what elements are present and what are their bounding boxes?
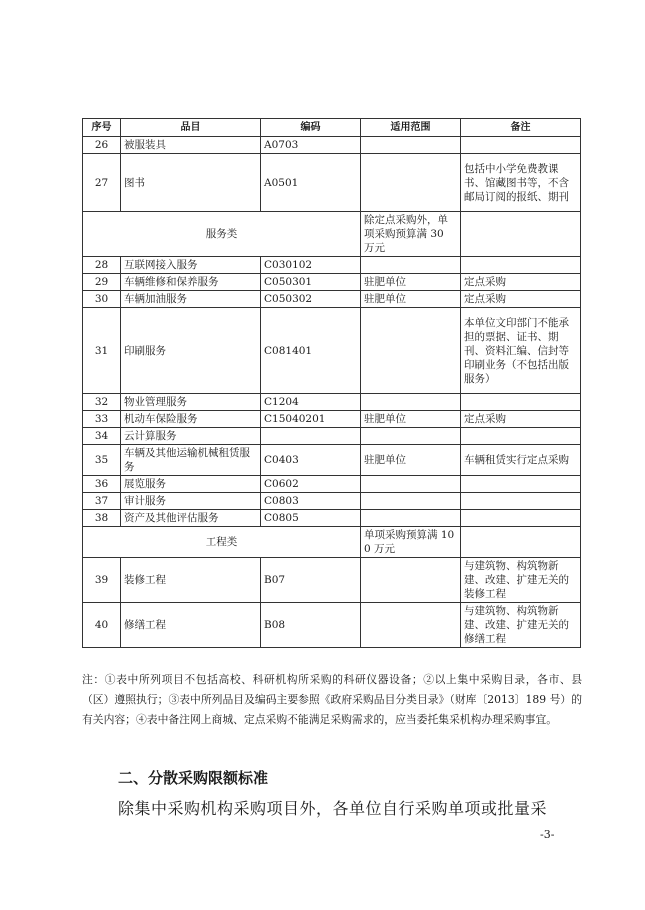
cell-code: B08 [261,603,361,648]
cell-no: 40 [83,603,121,648]
header-no: 序号 [83,119,121,137]
cell-item: 资产及其他评估服务 [121,510,261,527]
cell-remark [461,476,581,493]
table-row [83,558,581,603]
cell-no: 30 [83,291,121,308]
cell-scope: 驻肥单位 [361,411,461,428]
table-row [83,476,581,493]
header-remark: 备注 [461,119,581,137]
cell-code: C050302 [261,291,361,308]
cell-item: 审计服务 [121,493,261,510]
cell-remark [461,394,581,411]
cell-code: C030102 [261,257,361,274]
page-number: -3- [540,828,555,841]
cell-remark [461,257,581,274]
cell-remark [461,510,581,527]
table-row [83,257,581,274]
table-row [83,445,581,476]
cell-no: 32 [83,394,121,411]
cell-no: 37 [83,493,121,510]
cell-remark [461,428,581,445]
cell-no: 36 [83,476,121,493]
cell-scope [361,394,461,411]
cell-remark: 定点采购 [461,291,581,308]
cell-no: 34 [83,428,121,445]
table-row [83,603,581,648]
cell-remark: 本单位文印部门不能承担的票据、证书、期刊、资料汇编、信封等印刷业务（不包括出版服务） [461,308,581,394]
group-scope: 单项采购预算满 100 万元 [361,527,461,558]
section-title: 二、分散采购限额标准 [118,769,269,787]
cell-code: C0602 [261,476,361,493]
table-row [83,411,581,428]
cell-item: 车辆及其他运输机械租赁服务 [121,445,261,476]
cell-no: 27 [83,154,121,212]
table-header-row [83,119,581,137]
table-group-row [83,527,581,558]
group-scope: 除定点采购外，单项采购预算满 30 万元 [361,212,461,257]
cell-scope [361,476,461,493]
cell-scope [361,603,461,648]
cell-code: C15040201 [261,411,361,428]
cell-item: 机动车保险服务 [121,411,261,428]
cell-code: C081401 [261,308,361,394]
table-row [83,137,581,154]
table-body [83,137,581,648]
cell-remark: 车辆租赁实行定点采购 [461,445,581,476]
cell-scope: 驻肥单位 [361,445,461,476]
cell-scope [361,137,461,154]
table-group-row [83,212,581,257]
cell-code: C0403 [261,445,361,476]
cell-scope [361,493,461,510]
table-note: 注：①表中所列项目不包括高校、科研机构所采购的科研仪器设备；②以上集中采购目录，各市、县（区）遵照执行；③表中所列品目及编码主要参照《政府采购品目分类目录》（财库〔2013〕189 号）的有关内容；④表中备注网上商城、定点采购不能满足采购需求的，应当委托集采机构办理采购事宜。 [82,673,582,726]
cell-code: C0805 [261,510,361,527]
cell-scope: 驻肥单位 [361,274,461,291]
cell-item: 图书 [121,154,261,212]
group-remark [461,212,581,257]
cell-no: 38 [83,510,121,527]
cell-item: 印刷服务 [121,308,261,394]
table-row [83,510,581,527]
cell-remark: 与建筑物、构筑物新建、改建、扩建无关的装修工程 [461,558,581,603]
cell-code: A0501 [261,154,361,212]
cell-code: C1204 [261,394,361,411]
cell-item: 展览服务 [121,476,261,493]
cell-scope [361,308,461,394]
cell-code: B07 [261,558,361,603]
table-row [83,274,581,291]
cell-scope [361,558,461,603]
cell-code [261,428,361,445]
group-name: 服务类 [83,212,361,257]
cell-scope [361,428,461,445]
cell-item: 车辆维修和保养服务 [121,274,261,291]
cell-code: A0703 [261,137,361,154]
cell-no: 26 [83,137,121,154]
cell-remark: 与建筑物、构筑物新建、改建、扩建无关的修缮工程 [461,603,581,648]
cell-item: 车辆加油服务 [121,291,261,308]
cell-scope [361,510,461,527]
cell-scope: 驻肥单位 [361,291,461,308]
cell-no: 35 [83,445,121,476]
cell-remark: 包括中小学免费教课书、馆藏图书等，不含邮局订阅的报纸、期刊 [461,154,581,212]
header-code: 编码 [261,119,361,137]
cell-scope [361,154,461,212]
group-name: 工程类 [83,527,361,558]
cell-item: 装修工程 [121,558,261,603]
cell-remark [461,493,581,510]
cell-remark: 定点采购 [461,411,581,428]
cell-remark [461,137,581,154]
table-row [83,493,581,510]
cell-no: 33 [83,411,121,428]
table-row [83,428,581,445]
cell-no: 28 [83,257,121,274]
cell-no: 31 [83,308,121,394]
body-paragraph: 除集中采购机构采购项目外，各单位自行采购单项或批量采 [118,799,548,818]
cell-item: 修缮工程 [121,603,261,648]
table-row [83,394,581,411]
cell-item: 物业管理服务 [121,394,261,411]
cell-no: 29 [83,274,121,291]
table-row [83,308,581,394]
cell-scope [361,257,461,274]
cell-code: C050301 [261,274,361,291]
group-remark [461,527,581,558]
cell-item: 互联网接入服务 [121,257,261,274]
cell-item: 云计算服务 [121,428,261,445]
cell-remark: 定点采购 [461,274,581,291]
cell-item: 被服装具 [121,137,261,154]
cell-code: C0803 [261,493,361,510]
table-row [83,154,581,212]
procurement-table [82,118,581,648]
cell-no: 39 [83,558,121,603]
header-scope: 适用范围 [361,119,461,137]
header-item: 品目 [121,119,261,137]
table-row [83,291,581,308]
